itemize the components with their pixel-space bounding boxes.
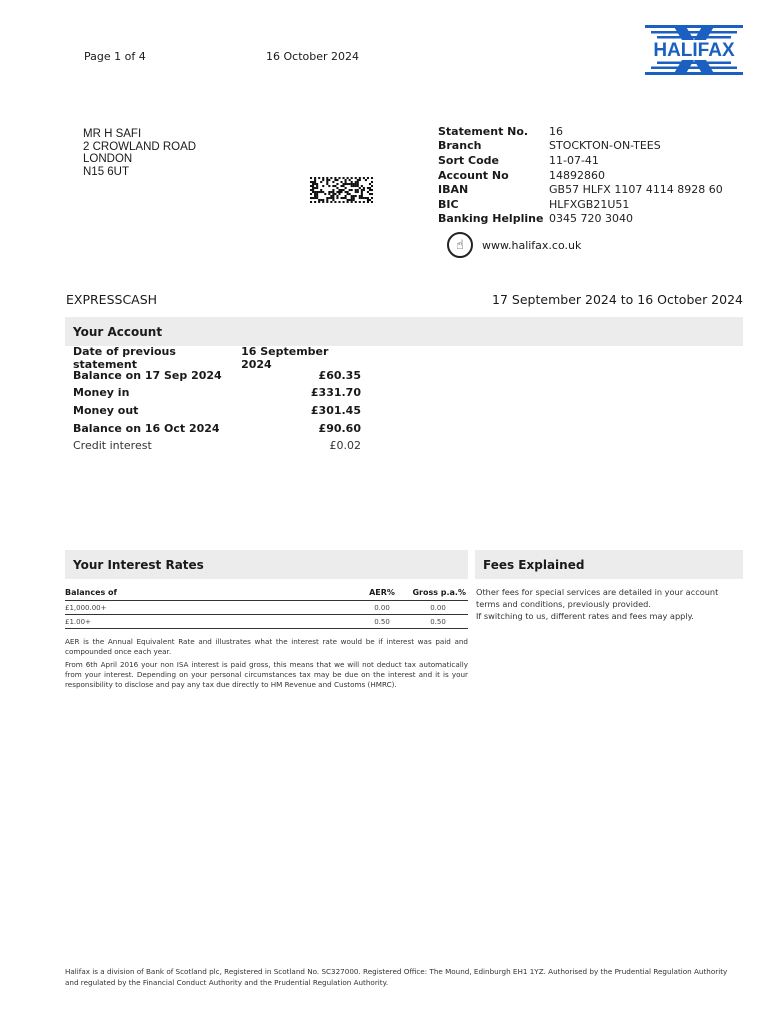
your-account-heading: Your Account [65, 317, 743, 346]
summary-label: Balance on 17 Sep 2024 [73, 368, 222, 382]
table-cell: 0.50 [374, 617, 390, 626]
interest-rates-heading: Your Interest Rates [65, 550, 468, 579]
summary-label: Balance on 16 Oct 2024 [73, 421, 220, 435]
table-cell: £1.00+ [65, 617, 91, 626]
summary-row [73, 367, 361, 385]
fees-line: Other fees for special services are detailed in your account terms and conditions, previously provided. [476, 587, 719, 609]
summary-label: Money in [73, 386, 130, 400]
detail-row [438, 197, 723, 212]
detail-label: Statement No. [438, 124, 529, 138]
customer-address [83, 128, 196, 178]
page-number: Page 1 of 4 [84, 50, 146, 63]
detail-value: 11-07-41 [549, 153, 599, 167]
svg-text:HALIFAX: HALIFAX [653, 40, 735, 61]
detail-row [438, 124, 723, 139]
account-name: EXPRESSCASH [66, 292, 158, 307]
detail-label: Banking Helpline [438, 212, 544, 226]
summary-value: £301.45 [310, 404, 361, 418]
summary-value: £90.60 [318, 421, 361, 435]
interest-rates-table [65, 585, 468, 629]
tax-note: From 6th April 2016 your non ISA interest is paid gross, this means that we will not deduct tax automatically from your interest. Depending on your personal circumstances tax may be due on the interest and it is your responsibility to disclose and pay any tax due directly to HM Revenue and Customs (HMRC). [65, 660, 468, 689]
detail-label: IBAN [438, 183, 469, 197]
column-header: Balances of [65, 588, 118, 597]
account-details [438, 124, 723, 226]
address-line: MR H SAFI [83, 128, 142, 140]
detail-value: HLFXGB21U51 [549, 197, 630, 211]
address-line: N15 6UT [83, 165, 130, 178]
table-header [65, 585, 468, 601]
legal-footer: Halifax is a division of Bank of Scotland plc, Registered in Scotland No. SC327000. Registered Office: The Mound, Edinburgh EH1 1YZ. Authorised by the Prudential Regulation Authority and regulated by the Financial Conduct Authority and the Prudential Regulation Authority. [65, 967, 728, 987]
summary-row [73, 437, 361, 455]
detail-row [438, 139, 723, 154]
summary-label: Money out [73, 404, 139, 418]
detail-label: Sort Code [438, 153, 499, 167]
fees-explained-heading: Fees Explained [475, 550, 743, 579]
summary-row [73, 344, 361, 371]
summary-value: £60.35 [318, 368, 361, 382]
website-link[interactable] [447, 232, 581, 258]
aer-note: AER is the Annual Equivalent Rate and illustrates what the interest rate would be if interest was paid and compounded once each year. [65, 637, 468, 656]
table-cell: 0.50 [430, 617, 446, 626]
fees-explained-text [476, 586, 738, 622]
pointer-hand-icon: ☝ [447, 232, 473, 258]
table-cell: £1,000.00+ [65, 603, 107, 612]
summary-row [73, 419, 361, 437]
detail-label: BIC [438, 197, 459, 211]
account-summary [73, 344, 361, 455]
summary-row [73, 402, 361, 420]
address-line: LONDON [83, 153, 133, 165]
column-header: AER% [369, 588, 395, 597]
table-cell: 0.00 [374, 603, 390, 612]
statement-date: 16 October 2024 [266, 50, 360, 63]
address-line: 2 CROWLAND ROAD [83, 140, 197, 153]
summary-label: Credit interest [73, 439, 152, 453]
detail-row [438, 212, 723, 227]
detail-row [438, 153, 723, 168]
summary-value: £0.02 [329, 439, 361, 453]
detail-row [438, 168, 723, 183]
postal-barcode [310, 177, 373, 203]
detail-value: STOCKTON-ON-TEES [549, 139, 661, 153]
summary-label: Date of previous statement [73, 344, 176, 371]
detail-label: Branch [438, 139, 482, 153]
website-url[interactable]: www.halifax.co.uk [482, 238, 582, 252]
detail-row [438, 182, 723, 197]
statement-period: 17 September 2024 to 16 October 2024 [492, 292, 743, 307]
summary-value: £331.70 [310, 386, 361, 400]
halifax-logo [643, 25, 745, 75]
detail-value: 0345 720 3040 [549, 212, 633, 226]
table-cell: 0.00 [430, 603, 446, 612]
column-header: Gross p.a.% [412, 588, 466, 597]
detail-value: GB57 HLFX 1107 4114 8928 60 [549, 183, 723, 197]
summary-row [73, 384, 361, 402]
table-row [65, 615, 468, 629]
fees-line: If switching to us, different rates and fees may apply. [476, 611, 694, 621]
detail-label: Account No [438, 168, 509, 182]
detail-value: 14892860 [549, 168, 605, 182]
detail-value: 16 [549, 124, 563, 138]
summary-value: 16 September 2024 [241, 344, 329, 371]
table-row [65, 601, 468, 615]
